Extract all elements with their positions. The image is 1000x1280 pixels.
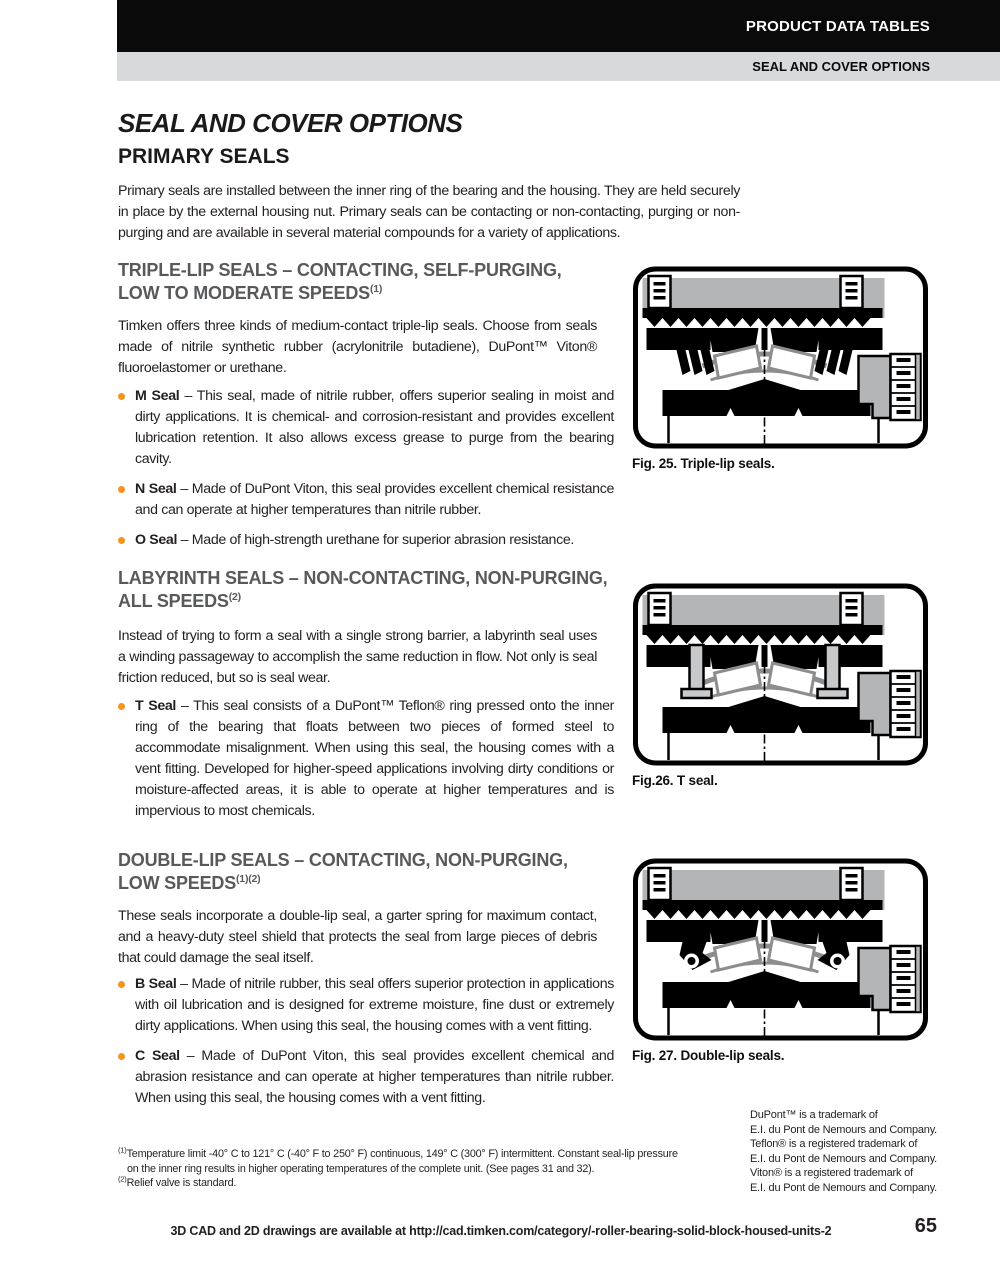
trademark-line: E.I. du Pont de Nemours and Company. — [750, 1181, 938, 1194]
bullet-icon — [118, 1053, 125, 1060]
footnote-text: Relief valve is standard. — [126, 1177, 237, 1189]
seal-term: N Seal — [135, 481, 177, 497]
bullet-icon — [118, 981, 125, 988]
seal-list-double-lip — [118, 974, 614, 1118]
header-band-title: PRODUCT DATA TABLES — [745, 17, 930, 35]
seal-description — [135, 1048, 614, 1106]
heading-line: LOW SPEEDS — [118, 873, 237, 893]
footer-text: 3D CAD and 2D drawings are available at — [170, 1224, 410, 1238]
seal-text: – Made of DuPont Viton, this seal provides excellent chemical and abrasion resistance and can operate at higher temperatures than nitrile rubber. When using this seal, the housing comes with a vent fitting. — [135, 1048, 614, 1106]
seal-text: – This seal consists of a DuPont™ Teflon® ring pressed onto the inner ring of the bearing that floats between two pieces of formed steel to accommodate misalignment. When using this seal, the housing comes with a vent fitting. Developed for higher-speed applications involving dirty conditions or moisture-affected areas, it is able to operate at higher temperatures and is impervious to most chemicals. — [135, 698, 615, 819]
footer-url[interactable]: http://cad.timken.com/category/-roller-bearing-solid-block-housed-units-2 — [409, 1224, 832, 1238]
footnote-ref: (1)(2) — [236, 873, 261, 885]
footnote-marker: (1) — [118, 1145, 127, 1155]
section-body-triple-lip: Timken offers three kinds of medium-contact triple-lip seals. Choose from seals made of nitrile synthetic rubber (acrylonitrile butadiene), DuPont™ Viton® fluoroelastomer or urethane. — [118, 318, 597, 376]
footnote-2 — [118, 1176, 683, 1191]
page-number: 65 — [914, 1215, 937, 1237]
heading-line: LABYRINTH SEALS – NON-CONTACTING, NON-PURGING, — [118, 568, 608, 588]
seal-text: – This seal, made of nitrile rubber, offers superior sealing in moist and dirty applications. It is chemical- and corrosion-resistant and provides excellent lubrication retention. It also allows excess grease to purge from the bearing cavity. — [135, 388, 614, 467]
bearing-cross-section-drawing — [632, 858, 929, 1041]
list-item — [118, 386, 614, 470]
seal-text: – Made of DuPont Viton, this seal provides excellent chemical resistance and can operate at higher temperatures than nitrile rubber. — [135, 481, 614, 518]
seal-description — [135, 388, 614, 467]
seal-term: C Seal — [135, 1048, 180, 1064]
seal-term: T Seal — [135, 698, 177, 714]
trademark-line: E.I. du Pont de Nemours and Company. — [750, 1123, 938, 1136]
trademark-line: E.I. du Pont de Nemours and Company. — [750, 1152, 938, 1165]
figure-caption: Fig. 27. Double-lip seals. — [632, 1048, 785, 1063]
footnote-marker: (2) — [118, 1174, 127, 1184]
bullet-icon — [118, 393, 125, 400]
figure-triple-lip-seals — [632, 266, 929, 471]
seal-list-triple-lip — [118, 386, 614, 560]
trademark-line: DuPont™ is a trademark of — [750, 1109, 878, 1121]
trademark-line: Teflon® is a registered trademark of — [750, 1138, 918, 1150]
list-item — [118, 696, 614, 822]
heading-line: ALL SPEEDS — [118, 591, 229, 611]
header-band — [117, 0, 1000, 52]
trademark-line: Viton® is a registered trademark of — [750, 1167, 913, 1179]
seal-description — [135, 976, 614, 1034]
footnote-ref: (1) — [369, 283, 383, 295]
seal-term: M Seal — [135, 388, 180, 404]
intro-paragraph: Primary seals are installed between the inner ring of the bearing and the housing. They are held securely in place by the external housing nut. Primary seals can be contacting or non-contacting, purging or non-purging and are available in several material compounds for a variety of applications. — [118, 183, 740, 241]
heading-line: LOW TO MODERATE SPEEDS — [118, 283, 370, 303]
seal-text: – Made of high-strength urethane for superior abrasion resistance. — [180, 532, 574, 548]
heading-line: TRIPLE-LIP SEALS – CONTACTING, SELF-PURGING, — [118, 260, 562, 280]
seal-term: O Seal — [135, 532, 178, 548]
page-subtitle: PRIMARY SEALS — [118, 145, 290, 168]
bearing-cross-section-drawing — [632, 266, 929, 449]
subheader-band-title: SEAL AND COVER OPTIONS — [752, 59, 930, 74]
section-heading-triple-lip — [118, 259, 630, 305]
figure-t-seal — [632, 583, 929, 788]
bearing-cross-section-drawing — [632, 583, 929, 766]
seal-description — [135, 698, 614, 819]
section-body-double-lip: These seals incorporate a double-lip seal, a garter spring for maximum contact, and a heavy-duty steel shield that protects the seal from large pieces of debris that could damage the seal itself. — [118, 908, 597, 966]
list-item — [118, 974, 614, 1037]
trademark-notes — [750, 1108, 937, 1195]
figure-double-lip-seals — [632, 858, 929, 1063]
seal-text: – Made of nitrile rubber, this seal offers superior protection in applications with oil lubrication and is designed for extreme moisture, fine dust or extremely dirty applications. When using this seal, the housing comes with a vent fitting. — [135, 976, 614, 1034]
list-item — [118, 479, 614, 521]
page-title: SEAL AND COVER OPTIONS — [118, 108, 463, 138]
seal-description — [135, 481, 614, 518]
bullet-icon — [118, 537, 125, 544]
footnote-ref: (2) — [228, 591, 241, 603]
section-body-labyrinth: Instead of trying to form a seal with a single strong barrier, a labyrinth seal uses a winding passageway to accomplish the same reduction in flow. Not only is seal friction reduced, but so is seal wear. — [118, 628, 597, 686]
list-item — [118, 530, 614, 551]
footnote-1 — [118, 1147, 683, 1176]
list-item — [118, 1046, 614, 1109]
footnote-text: Temperature limit -40° C to 121° C (-40° F to 250° F) continuous, 149° C (300° F) intermittent. Constant seal-lip pressure on the inner ring results in higher operating temperatures of the complete unit. (See pages 31 and 32). — [126, 1148, 678, 1175]
figure-caption: Fig.26. T seal. — [632, 773, 718, 788]
footnotes — [118, 1147, 683, 1191]
subheader-band — [117, 52, 1000, 81]
section-heading-double-lip — [118, 849, 630, 895]
seal-list-labyrinth — [118, 696, 614, 831]
figure-caption: Fig. 25. Triple-lip seals. — [632, 456, 775, 471]
footer-note — [117, 1224, 885, 1238]
seal-term: B Seal — [135, 976, 177, 992]
heading-line: DOUBLE-LIP SEALS – CONTACTING, NON-PURGING, — [118, 850, 568, 870]
bullet-icon — [118, 486, 125, 493]
section-heading-labyrinth — [118, 567, 630, 613]
seal-description — [135, 532, 574, 548]
bullet-icon — [118, 703, 125, 710]
